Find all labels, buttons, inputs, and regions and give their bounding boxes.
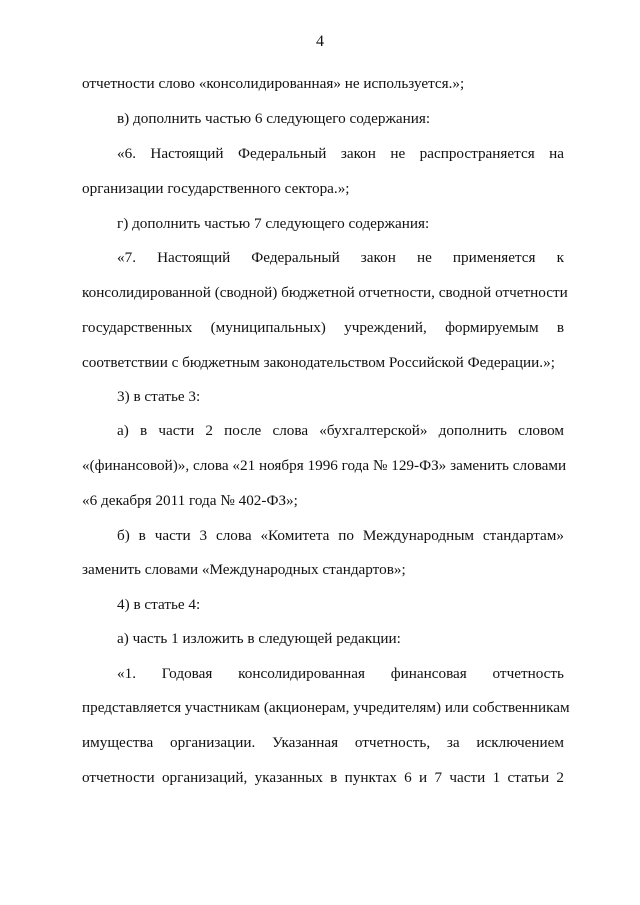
text-line-18: «1. Годовая консолидированная финансовая отчетность xyxy=(117,665,564,682)
text-line-6: «7. Настоящий Федеральный закон не применяется к xyxy=(117,249,564,266)
text-line-3: «6. Настоящий Федеральный закон не распространяется на xyxy=(117,145,564,162)
text-line-20: имущества организации. Указанная отчетность, за исключением xyxy=(82,734,564,751)
text-line-1: отчетности слово «консолидированная» не используется.»; xyxy=(82,75,465,92)
text-line-8: государственных (муниципальных) учреждений, формируемым в xyxy=(82,319,564,336)
text-line-12: «(финансовой)», слова «21 ноября 1996 года № 129-ФЗ» заменить словами xyxy=(82,457,567,474)
text-line-10: 3) в статье 3: xyxy=(117,388,201,405)
text-line-4: организации государственного сектора.»; xyxy=(82,180,350,197)
text-line-11: а) в части 2 после слова «бухгалтерской» дополнить словом xyxy=(117,422,564,439)
page-number: 4 xyxy=(316,33,324,50)
text-line-9: соответствии с бюджетным законодательством Российской Федерации.»; xyxy=(82,354,555,371)
text-line-2: в) дополнить частью 6 следующего содержания: xyxy=(117,110,431,127)
text-line-17: а) часть 1 изложить в следующей редакции: xyxy=(117,630,401,647)
text-line-14: б) в части 3 слова «Комитета по Международным стандартам» xyxy=(117,527,564,544)
text-line-7: консолидированной (сводной) бюджетной отчетности, сводной отчетности xyxy=(82,284,568,301)
text-line-5: г) дополнить частью 7 следующего содержания: xyxy=(117,215,430,232)
text-line-21: отчетности организаций, указанных в пунктах 6 и 7 части 1 статьи 2 xyxy=(82,769,564,786)
text-line-19: представляется участникам (акционерам, учредителям) или собственникам xyxy=(82,699,570,716)
text-line-13: «6 декабря 2011 года № 402-ФЗ»; xyxy=(82,492,298,509)
text-line-15: заменить словами «Международных стандартов»; xyxy=(82,561,406,578)
text-line-16: 4) в статье 4: xyxy=(117,596,201,613)
